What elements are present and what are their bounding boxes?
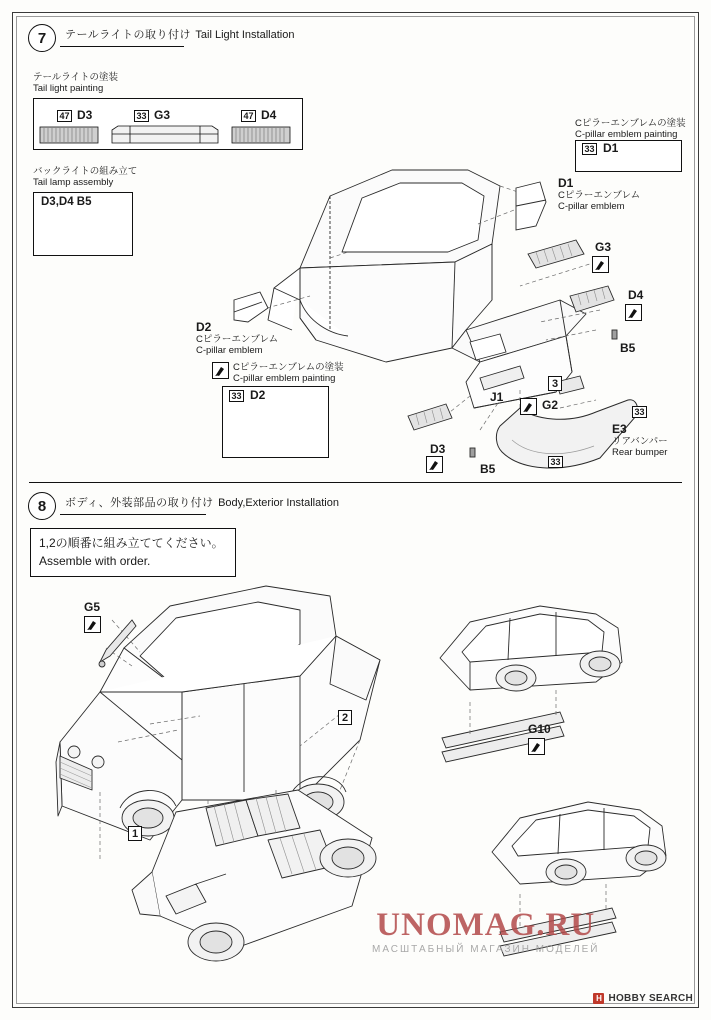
cpillar-left-en: C-pillar emblem painting bbox=[233, 373, 336, 384]
part-code-d2-paint: D2 bbox=[250, 388, 266, 402]
hobby-search-logo bbox=[593, 993, 693, 1004]
part-label-g3: G3 bbox=[595, 240, 612, 254]
part-label-b5-lower: B5 bbox=[480, 462, 496, 476]
callout-code-d1: D1 bbox=[558, 176, 574, 190]
step-8-title-en: Body,Exterior Installation bbox=[218, 497, 339, 509]
callout-e3-jp: リアバンパー bbox=[612, 436, 668, 447]
tail-lamp-assembly-en: Tail lamp assembly bbox=[33, 177, 114, 188]
tail-light-painting-jp: テールライトの塗装 bbox=[33, 72, 119, 83]
brush-icon-g10 bbox=[528, 738, 545, 755]
tail-light-painting-en: Tail light painting bbox=[33, 83, 104, 94]
cpillar-left-jp: Cピラーエンブレムの塗装 bbox=[233, 362, 344, 373]
part-code-d4-paint: D4 bbox=[261, 108, 277, 122]
assembly-note-jp: 1,2の順番に組み立ててください。 bbox=[39, 536, 224, 550]
order-number-3: 3 bbox=[548, 376, 562, 391]
part-label-d4: D4 bbox=[628, 288, 644, 302]
cpillar-right-jp: Cピラーエンブレムの塗装 bbox=[575, 118, 686, 129]
order-number-1: 1 bbox=[128, 826, 142, 841]
callout-d2-en: C-pillar emblem bbox=[196, 345, 263, 356]
step-8-title-jp: ボディ、外装部品の取り付け bbox=[65, 497, 214, 509]
part-code-g3-paint: G3 bbox=[154, 108, 171, 122]
part-label-d3: D3 bbox=[430, 442, 446, 456]
callout-code-d2: D2 bbox=[196, 320, 212, 334]
part-label-b5-right: B5 bbox=[620, 341, 636, 355]
part-label-g5: G5 bbox=[84, 600, 101, 614]
paint-chip-47-right: 47 bbox=[241, 110, 256, 122]
hobby-search-mark: H bbox=[593, 993, 604, 1004]
paint-chip-33-d2: 33 bbox=[229, 390, 244, 402]
step-7-title-en: Tail Light Installation bbox=[195, 29, 295, 41]
paint-chip-47-left: 47 bbox=[57, 110, 72, 122]
watermark-main: UNOMAG.RU bbox=[376, 907, 596, 943]
paint-chip-33-d1: 33 bbox=[582, 143, 597, 155]
part-label-g2: G2 bbox=[542, 398, 559, 412]
watermark bbox=[372, 908, 600, 955]
paint-chip-33-bumper-right: 33 bbox=[632, 406, 647, 418]
callout-d1-en: C-pillar emblem bbox=[558, 201, 625, 212]
part-label-g10: G10 bbox=[528, 722, 551, 736]
watermark-sub: МАСШТАБНЫЙ МАГАЗИН МОДЕЛЕЙ bbox=[372, 944, 600, 955]
callout-code-e3: E3 bbox=[612, 422, 627, 436]
cpillar-right-en: C-pillar emblem painting bbox=[575, 129, 678, 140]
part-code-d3-paint: D3 bbox=[77, 108, 93, 122]
part-code-d1-paint: D1 bbox=[603, 141, 619, 155]
paint-chip-33-bumper-left: 33 bbox=[548, 456, 563, 468]
callout-e3-en: Rear bumper bbox=[612, 447, 668, 458]
order-number-2: 2 bbox=[338, 710, 352, 725]
step-7-number: 7 bbox=[28, 24, 56, 52]
hobby-search-text: HOBBY SEARCH bbox=[608, 993, 693, 1004]
tail-lamp-assembly-codes: D3,D4 B5 bbox=[41, 196, 92, 208]
callout-d2-jp: Cピラーエンブレム bbox=[196, 334, 279, 345]
brush-icon-g5 bbox=[84, 616, 101, 633]
paint-chip-33-center: 33 bbox=[134, 110, 149, 122]
part-label-j1: J1 bbox=[490, 390, 504, 404]
assembly-note-en: Assemble with order. bbox=[39, 554, 151, 568]
step-7-title-jp: テールライトの取り付け bbox=[65, 29, 191, 41]
callout-d1-jp: Cピラーエンブレム bbox=[558, 190, 641, 201]
step-8-number: 8 bbox=[28, 492, 56, 520]
tail-lamp-assembly-jp: バックライトの組み立て bbox=[33, 166, 138, 177]
